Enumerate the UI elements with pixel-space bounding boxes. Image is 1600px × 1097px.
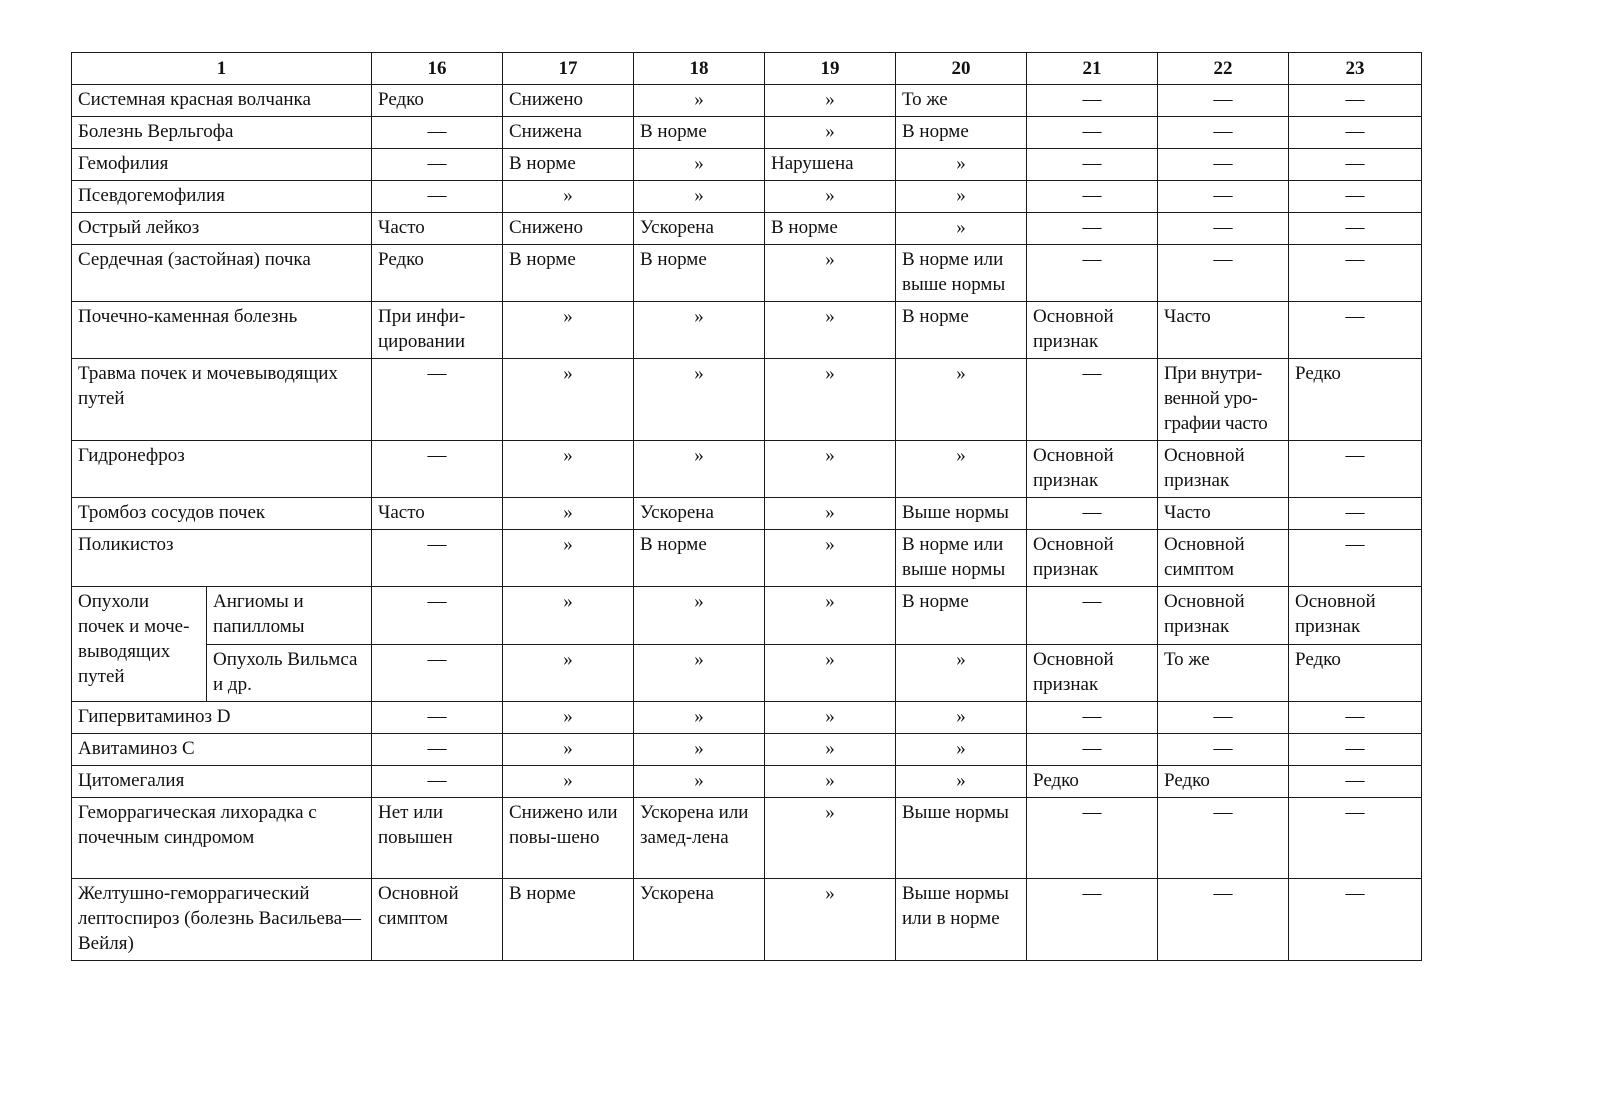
table-cell: » bbox=[896, 702, 1027, 734]
table-cell: Редко bbox=[372, 85, 503, 117]
table-cell: Основной признак bbox=[1027, 302, 1158, 359]
table-cell: » bbox=[634, 359, 765, 441]
table-row bbox=[72, 530, 1422, 587]
table-cell: » bbox=[896, 766, 1027, 798]
table-row bbox=[72, 213, 1422, 245]
table-cell: Основной признак bbox=[1158, 587, 1289, 645]
table-cell: — bbox=[1027, 798, 1158, 879]
table-cell: » bbox=[765, 85, 896, 117]
table-cell: Ускорена bbox=[634, 498, 765, 530]
disease-name: Тромбоз сосудов почек bbox=[72, 498, 372, 530]
table-cell: » bbox=[765, 117, 896, 149]
table-cell: » bbox=[634, 734, 765, 766]
table-cell: — bbox=[1158, 245, 1289, 302]
table-cell: » bbox=[503, 530, 634, 587]
table-cell: — bbox=[1027, 734, 1158, 766]
column-header: 22 bbox=[1158, 53, 1289, 85]
disease-subtype-name: Ангиомы и папилломы bbox=[207, 587, 372, 645]
table-cell: Основной признак bbox=[1027, 530, 1158, 587]
table-row bbox=[72, 498, 1422, 530]
disease-name: Острый лейкоз bbox=[72, 213, 372, 245]
disease-name: Желтушно-геморрагический лептоспироз (болезнь Васильева—Вейля) bbox=[72, 879, 372, 961]
table-cell: — bbox=[1289, 798, 1422, 879]
disease-name: Авитаминоз С bbox=[72, 734, 372, 766]
disease-name: Геморрагическая лихорадка с почечным синдромом bbox=[72, 798, 372, 879]
table-cell: — bbox=[1289, 441, 1422, 498]
table-cell: — bbox=[1289, 117, 1422, 149]
table-row bbox=[72, 302, 1422, 359]
table-cell: — bbox=[1027, 359, 1158, 441]
table-cell: В норме bbox=[634, 245, 765, 302]
table-cell: » bbox=[503, 498, 634, 530]
table-cell: » bbox=[634, 645, 765, 702]
disease-name: Системная красная волчанка bbox=[72, 85, 372, 117]
table-cell: — bbox=[1158, 213, 1289, 245]
table-cell: — bbox=[1289, 702, 1422, 734]
table-cell: — bbox=[1289, 879, 1422, 961]
table-cell: Ускорена bbox=[634, 213, 765, 245]
table-cell: » bbox=[503, 766, 634, 798]
table-cell: » bbox=[634, 587, 765, 645]
table-cell: — bbox=[1289, 213, 1422, 245]
column-header: 1 bbox=[72, 53, 372, 85]
table-cell: » bbox=[634, 302, 765, 359]
table-cell: При внутри-венной уро-графии часто bbox=[1158, 359, 1289, 441]
table-cell: В норме bbox=[503, 245, 634, 302]
table-row bbox=[72, 359, 1422, 441]
table-cell: Выше нормы bbox=[896, 798, 1027, 879]
table-cell: » bbox=[896, 645, 1027, 702]
table-cell: » bbox=[765, 734, 896, 766]
disease-name: Гемофилия bbox=[72, 149, 372, 181]
table-cell: » bbox=[896, 181, 1027, 213]
table-row bbox=[72, 734, 1422, 766]
table-row bbox=[72, 587, 1422, 645]
table-cell: Основной симптом bbox=[372, 879, 503, 961]
table-cell: » bbox=[896, 441, 1027, 498]
table-cell: — bbox=[1158, 702, 1289, 734]
disease-name: Почечно-каменная болезнь bbox=[72, 302, 372, 359]
table-cell: В норме bbox=[503, 149, 634, 181]
table-cell: — bbox=[1289, 85, 1422, 117]
disease-name: Гипервитаминоз D bbox=[72, 702, 372, 734]
table-cell: — bbox=[372, 766, 503, 798]
table-cell: — bbox=[372, 181, 503, 213]
table-cell: Редко bbox=[1289, 645, 1422, 702]
table-cell: » bbox=[634, 85, 765, 117]
table-cell: — bbox=[372, 441, 503, 498]
disease-name: Псевдогемофилия bbox=[72, 181, 372, 213]
table-row bbox=[72, 766, 1422, 798]
disease-name: Сердечная (застойная) почка bbox=[72, 245, 372, 302]
table-cell: В норме bbox=[765, 213, 896, 245]
table-cell: — bbox=[372, 359, 503, 441]
table-cell: » bbox=[765, 798, 896, 879]
table-row bbox=[72, 879, 1422, 961]
table-cell: » bbox=[765, 359, 896, 441]
table-cell: Основной признак bbox=[1289, 587, 1422, 645]
table-cell: » bbox=[765, 702, 896, 734]
table-cell: Редко bbox=[1027, 766, 1158, 798]
table-cell: — bbox=[1289, 498, 1422, 530]
table-cell: В норме или выше нормы bbox=[896, 530, 1027, 587]
table-cell: » bbox=[765, 587, 896, 645]
table-cell: Часто bbox=[372, 213, 503, 245]
table-cell: Редко bbox=[1289, 359, 1422, 441]
table-cell: В норме bbox=[896, 302, 1027, 359]
table-cell: » bbox=[896, 734, 1027, 766]
table-cell: То же bbox=[1158, 645, 1289, 702]
table-cell: — bbox=[1027, 879, 1158, 961]
disease-subtype-name: Опухоль Вильмса и др. bbox=[207, 645, 372, 702]
column-header: 19 bbox=[765, 53, 896, 85]
table-cell: В норме bbox=[634, 117, 765, 149]
table-row bbox=[72, 149, 1422, 181]
table-cell: — bbox=[372, 587, 503, 645]
table-cell: В норме или выше нормы bbox=[896, 245, 1027, 302]
table-cell: Выше нормы bbox=[896, 498, 1027, 530]
table-cell: — bbox=[1027, 85, 1158, 117]
column-header: 16 bbox=[372, 53, 503, 85]
table-cell: — bbox=[1158, 117, 1289, 149]
table-cell: — bbox=[1289, 766, 1422, 798]
disease-name: Травма почек и мочевыводящих путей bbox=[72, 359, 372, 441]
table-cell: Снижено bbox=[503, 213, 634, 245]
table-cell: — bbox=[1158, 798, 1289, 879]
table-cell: Основной признак bbox=[1027, 441, 1158, 498]
table-cell: — bbox=[1289, 530, 1422, 587]
table-cell: » bbox=[634, 149, 765, 181]
table-cell: » bbox=[503, 645, 634, 702]
table-cell: » bbox=[765, 181, 896, 213]
table-cell: Часто bbox=[372, 498, 503, 530]
table-cell: Редко bbox=[1158, 766, 1289, 798]
table-cell: » bbox=[503, 734, 634, 766]
table-cell: » bbox=[765, 766, 896, 798]
table-row bbox=[72, 798, 1422, 879]
column-header: 23 bbox=[1289, 53, 1422, 85]
table-cell: » bbox=[765, 441, 896, 498]
table-cell: Основной симптом bbox=[1158, 530, 1289, 587]
header-row bbox=[72, 53, 1422, 85]
table-row bbox=[72, 702, 1422, 734]
table-cell: » bbox=[765, 498, 896, 530]
disease-name: Гидронефроз bbox=[72, 441, 372, 498]
disease-name: Цитомегалия bbox=[72, 766, 372, 798]
table-cell: » bbox=[634, 441, 765, 498]
table-cell: Нарушена bbox=[765, 149, 896, 181]
table-cell: Ускорена или замед-лена bbox=[634, 798, 765, 879]
table-cell: — bbox=[372, 734, 503, 766]
table-cell: Основной признак bbox=[1158, 441, 1289, 498]
table-cell: Часто bbox=[1158, 498, 1289, 530]
table-cell: » bbox=[896, 213, 1027, 245]
table-cell: — bbox=[1158, 85, 1289, 117]
table-cell: В норме bbox=[896, 117, 1027, 149]
table-cell: — bbox=[1027, 587, 1158, 645]
table-cell: Снижено bbox=[503, 85, 634, 117]
table-cell: Снижена bbox=[503, 117, 634, 149]
table-cell: » bbox=[765, 530, 896, 587]
table-cell: — bbox=[1289, 149, 1422, 181]
table-cell: При инфи-цировании bbox=[372, 302, 503, 359]
disease-name: Поликистоз bbox=[72, 530, 372, 587]
table-cell: — bbox=[1027, 702, 1158, 734]
table-cell: — bbox=[1158, 734, 1289, 766]
table-cell: — bbox=[1027, 498, 1158, 530]
column-header: 21 bbox=[1027, 53, 1158, 85]
table-cell: — bbox=[1158, 879, 1289, 961]
table-cell: » bbox=[634, 181, 765, 213]
disease-group-name: Опухоли почек и моче-выводящих путей bbox=[72, 587, 207, 702]
table-cell: » bbox=[896, 359, 1027, 441]
table-cell: » bbox=[765, 302, 896, 359]
table-cell: — bbox=[372, 530, 503, 587]
table-cell: В норме bbox=[896, 587, 1027, 645]
table-cell: То же bbox=[896, 85, 1027, 117]
table-row bbox=[72, 245, 1422, 302]
table-cell: Ускорена bbox=[634, 879, 765, 961]
table-cell: » bbox=[765, 245, 896, 302]
table-cell: — bbox=[1027, 213, 1158, 245]
table-cell: » bbox=[765, 879, 896, 961]
table-cell: » bbox=[896, 149, 1027, 181]
table-row bbox=[72, 645, 1422, 702]
table-cell: Редко bbox=[372, 245, 503, 302]
table-cell: — bbox=[1289, 734, 1422, 766]
table-cell: — bbox=[1027, 117, 1158, 149]
column-header: 20 bbox=[896, 53, 1027, 85]
table-cell: Часто bbox=[1158, 302, 1289, 359]
table-row bbox=[72, 181, 1422, 213]
table-cell: — bbox=[1158, 181, 1289, 213]
table-cell: В норме bbox=[634, 530, 765, 587]
table-cell: В норме bbox=[503, 879, 634, 961]
table-cell: » bbox=[503, 302, 634, 359]
table-cell: » bbox=[503, 441, 634, 498]
table-cell: » bbox=[503, 587, 634, 645]
table-row bbox=[72, 117, 1422, 149]
disease-name: Болезнь Верльгофа bbox=[72, 117, 372, 149]
table-cell: — bbox=[1027, 245, 1158, 302]
table-cell: — bbox=[372, 702, 503, 734]
table-cell: Нет или повышен bbox=[372, 798, 503, 879]
table-cell: » bbox=[634, 702, 765, 734]
table-cell: Снижено или повы-шено bbox=[503, 798, 634, 879]
table-cell: Выше нормы или в норме bbox=[896, 879, 1027, 961]
table-cell: — bbox=[1289, 245, 1422, 302]
table-cell: — bbox=[1289, 302, 1422, 359]
column-header: 17 bbox=[503, 53, 634, 85]
table-cell: » bbox=[765, 645, 896, 702]
table-cell: » bbox=[634, 766, 765, 798]
table-cell: Основной признак bbox=[1027, 645, 1158, 702]
table-cell: — bbox=[372, 149, 503, 181]
table-cell: » bbox=[503, 359, 634, 441]
table-cell: — bbox=[372, 645, 503, 702]
table-row bbox=[72, 441, 1422, 498]
table-cell: — bbox=[1158, 149, 1289, 181]
table-row bbox=[72, 85, 1422, 117]
table-cell: — bbox=[372, 117, 503, 149]
table-cell: — bbox=[1289, 181, 1422, 213]
table-cell: — bbox=[1027, 181, 1158, 213]
table-cell: — bbox=[1027, 149, 1158, 181]
table-cell: » bbox=[503, 702, 634, 734]
diagnostic-table bbox=[71, 52, 1422, 961]
column-header: 18 bbox=[634, 53, 765, 85]
table-cell: » bbox=[503, 181, 634, 213]
